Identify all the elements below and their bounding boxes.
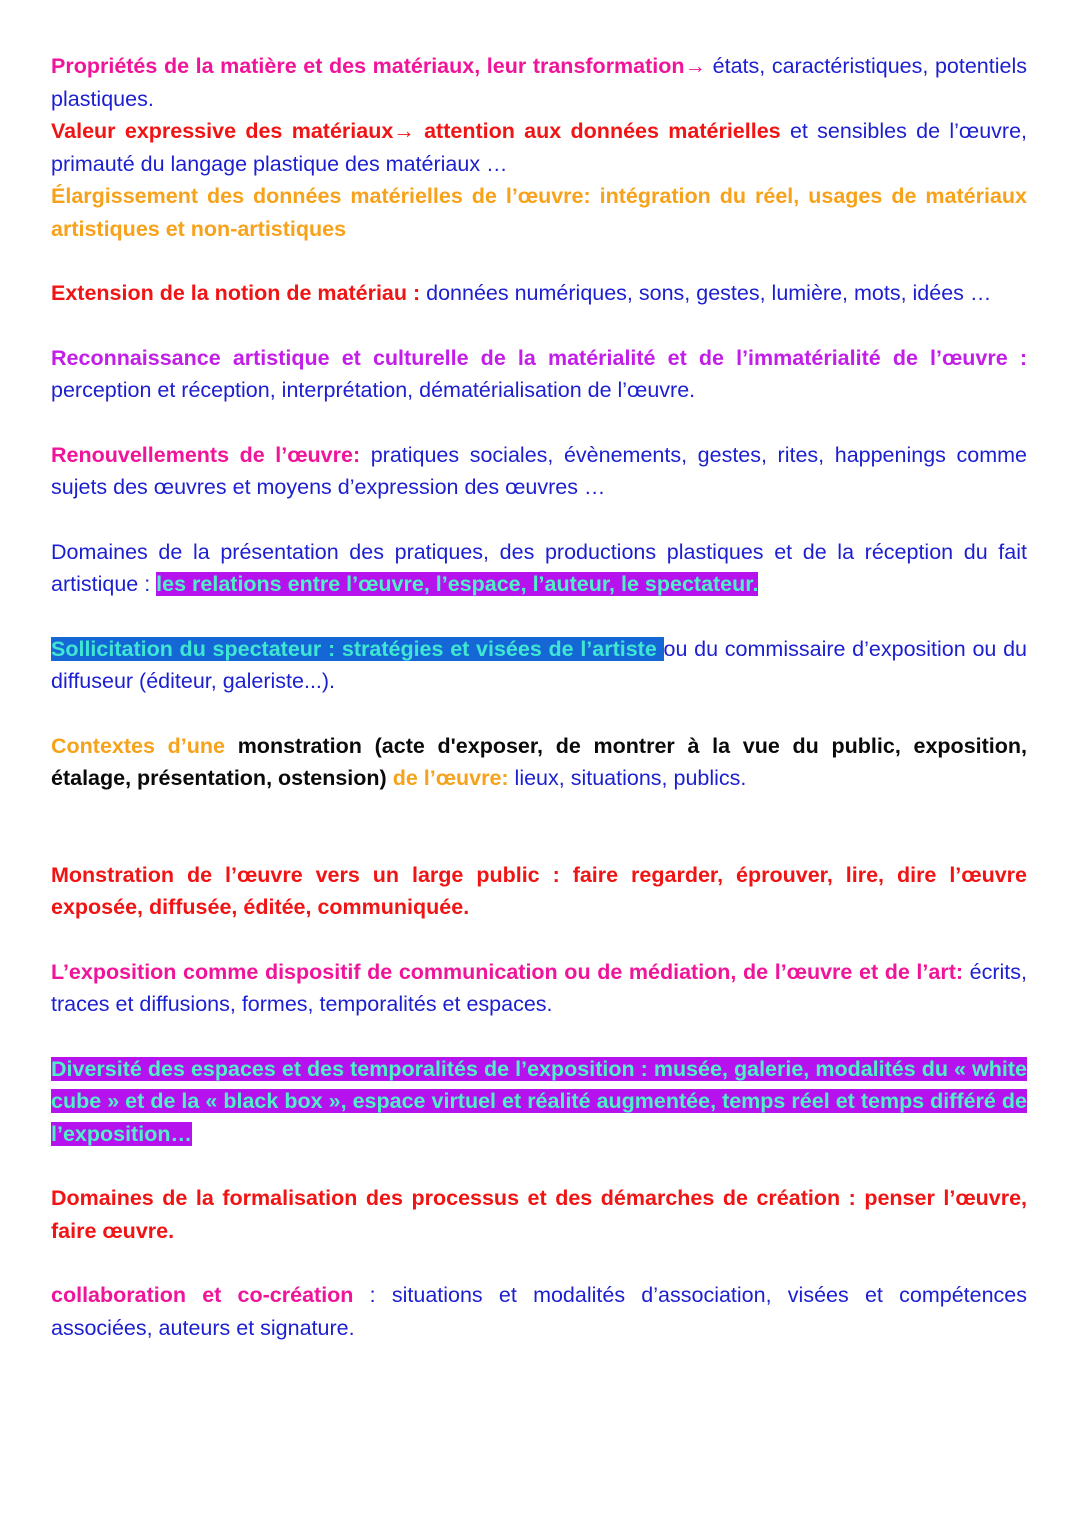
paragraph-recognition [51,342,1027,407]
heading-extension: Extension de la notion de matériau : [51,281,421,305]
text-properties: états, caractéristiques, potentiels plastiques. [51,54,1027,111]
text-renewals: pratiques sociales, évènements, gestes, rites, happenings comme sujets des œuvres et moyens d’expression des œuvres … [51,442,1027,499]
paragraph-enlargement [51,180,1027,245]
heading-collaboration: collaboration et co-création [51,1283,354,1307]
mid-contexts: de l’œuvre: [386,766,509,790]
bold-monstration: monstration (acte d'exposer, de montrer à la vue du public, exposition, étalage, présentation, ostension) [51,733,1027,790]
heading-properties: Propriétés de la matière et des matériaux, leur transformation→ [51,54,707,78]
paragraph-collaboration [51,1279,1027,1344]
lead-contexts: Contextes d’une [51,733,225,758]
text-expressive-value: et sensibles de l’œuvre, primauté du langage plastique des matériaux … [51,119,1028,176]
heading-monstration: Monstration de l’œuvre vers un large public : faire regarder, éprouver, lire, dire l’œuvre exposée, diffusée, éditée, communiquée. [51,862,1027,919]
heading-renewals: Renouvellements de l’œuvre: [51,442,361,467]
text-extension: données numériques, sons, gestes, lumière, mots, idées … [420,281,992,305]
heading-enlargement: Élargissement des données matérielles de l’œuvre: intégration du réel, usages de matériaux artistiques et non-artistiques [51,184,1027,241]
text-contexts: lieux, situations, publics. [508,766,747,790]
heading-expressive-value: Valeur expressive des matériaux→ attention aux données matérielles [51,119,781,143]
paragraph-monstration [51,859,1027,924]
highlight-diversity: Diversité des espaces et des temporalités de l’exposition : musée, galerie, modalités du « white cube » et de la « black box », espace virtuel et réalité augmentée, temps réel et temps différé de l’exposition… [51,1056,1027,1146]
text-solicitation: ou du commissaire d’exposition ou du diffuseur (éditeur, galeriste...). [51,636,1027,693]
heading-recognition: Reconnaissance artistique et culturelle de la matérialité et de l’immatérialité de l’œuvre : [51,345,1027,370]
paragraph-expressive-value [51,115,1027,180]
paragraph-contexts [51,730,1027,795]
highlight-solicitation: Sollicitation du spectateur : stratégies et visées de l’artiste [51,636,664,661]
highlight-relations: les relations entre l’œuvre, l’espace, l’auteur, le spectateur. [156,572,759,596]
heading-formalisation: Domaines de la formalisation des processus et des démarches de création : penser l’œuvre, faire œuvre. [51,1186,1027,1243]
paragraph-exhibition-device [51,956,1027,1021]
paragraph-properties [51,50,1027,115]
text-collaboration: : situations et modalités d’association, visées et compétences associées, auteurs et signature. [51,1283,1027,1340]
text-recognition: perception et réception, interprétation, dématérialisation de l’œuvre. [51,378,696,402]
text-exhibition-device: écrits, traces et diffusions, formes, temporalités et espaces. [51,959,1027,1016]
paragraph-extension [51,277,1027,310]
paragraph-solicitation [51,633,1027,698]
paragraph-presentation-domains [51,536,1027,601]
heading-exhibition-device: L’exposition comme dispositif de communication ou de médiation, de l’œuvre et de l’art: [51,959,964,984]
text-presentation-domains: Domaines de la présentation des pratiques, des productions plastiques et de la réception du fait artistique : [51,539,1027,596]
paragraph-formalisation [51,1182,1027,1247]
paragraph-renewals [51,439,1027,504]
paragraph-diversity [51,1053,1027,1151]
document-page [51,50,1027,1376]
